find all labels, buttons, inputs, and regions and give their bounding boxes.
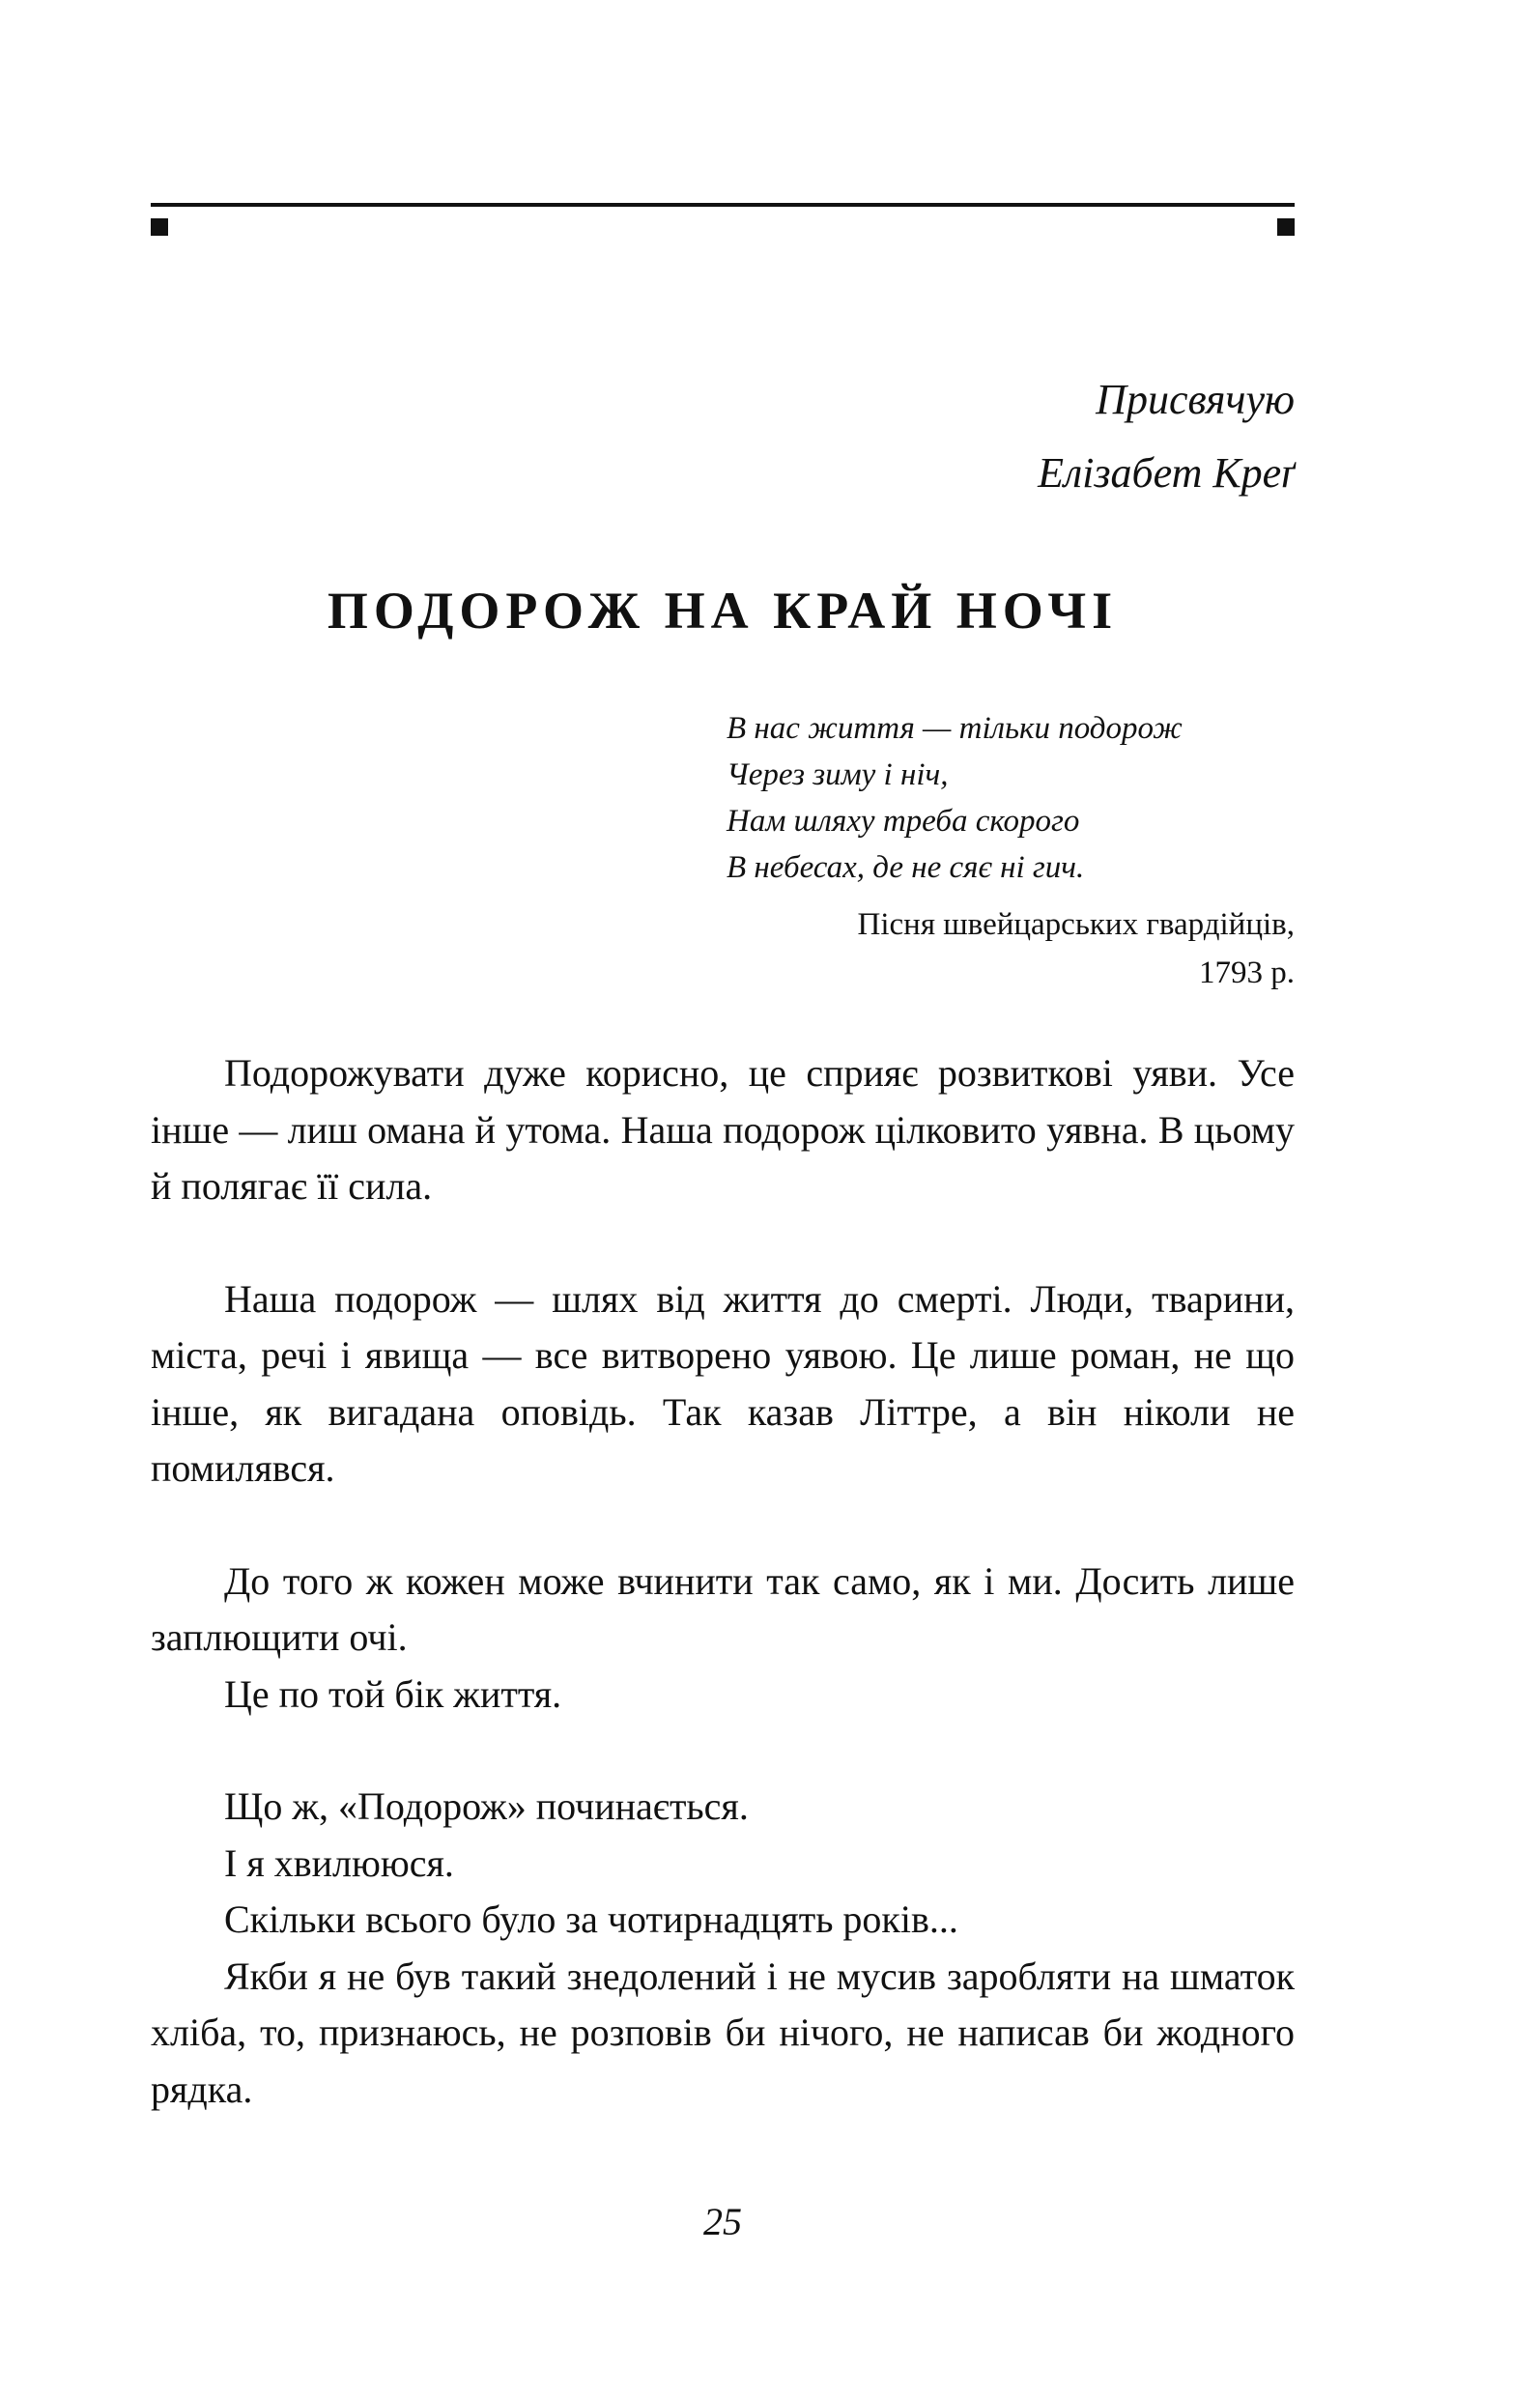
body-paragraph: Подорожувати дуже корисно, це сприяє розвиткові уяви. Усе інше — лиш омана й утома. Наша подорож цілковито уявна. В цьому й полягає її сила. [151,1051,1295,1208]
epigraph-line: В небесах, де не сяє ні гич. [727,850,1085,885]
dedication [676,363,1295,510]
header-corner-mark-right [1277,218,1295,236]
body-paragraph: І я хвилююся. [224,1840,454,1885]
dedication-line: Присвячую [1096,376,1295,423]
body-paragraph: Це по той бік життя. [224,1671,562,1716]
dedication-line: Елізабет Креґ [1038,449,1295,497]
attribution-line: Пісня швейцарських гвардійців, [857,907,1295,942]
epigraph-line: В нас життя — тільки подорож [727,711,1183,746]
header-rule [151,203,1295,207]
body-paragraph: Наша подорож — шлях від життя до смерті. Люди, тварини, міста, речі і явища — все витворено уявою. Це лише роман, не що інше, як вигадана оповідь. Так казав Літтре, а він ніколи не помилявся. [151,1276,1295,1490]
header-corner-mark-left [151,218,168,236]
epigraph-attribution [676,900,1295,997]
body-paragraph: Що ж, «Подорож» починається. [224,1784,749,1828]
epigraph-line: Нам шляху треба скорого [727,804,1080,839]
page-number: 25 [703,2200,742,2243]
epigraph [727,705,1306,891]
body-paragraph: Скільки всього було за чотирнадцять років... [224,1897,958,1941]
chapter-title: ПОДОРОЖ НА КРАЙ НОЧІ [327,582,1119,640]
epigraph-line: Через зиму і ніч, [727,757,949,792]
body-text [151,1045,1295,2118]
body-paragraph: Якби я не був такий знедолений і не мусив заробляти на шматок хліба, то, признаюсь, не розповів би нічого, не написав би жодного рядка. [151,1954,1295,2111]
attribution-line: 1793 р. [1199,956,1295,990]
body-paragraph: До того ж кожен може вчинити так само, як і ми. Досить лише заплющити очі. [151,1558,1295,1659]
